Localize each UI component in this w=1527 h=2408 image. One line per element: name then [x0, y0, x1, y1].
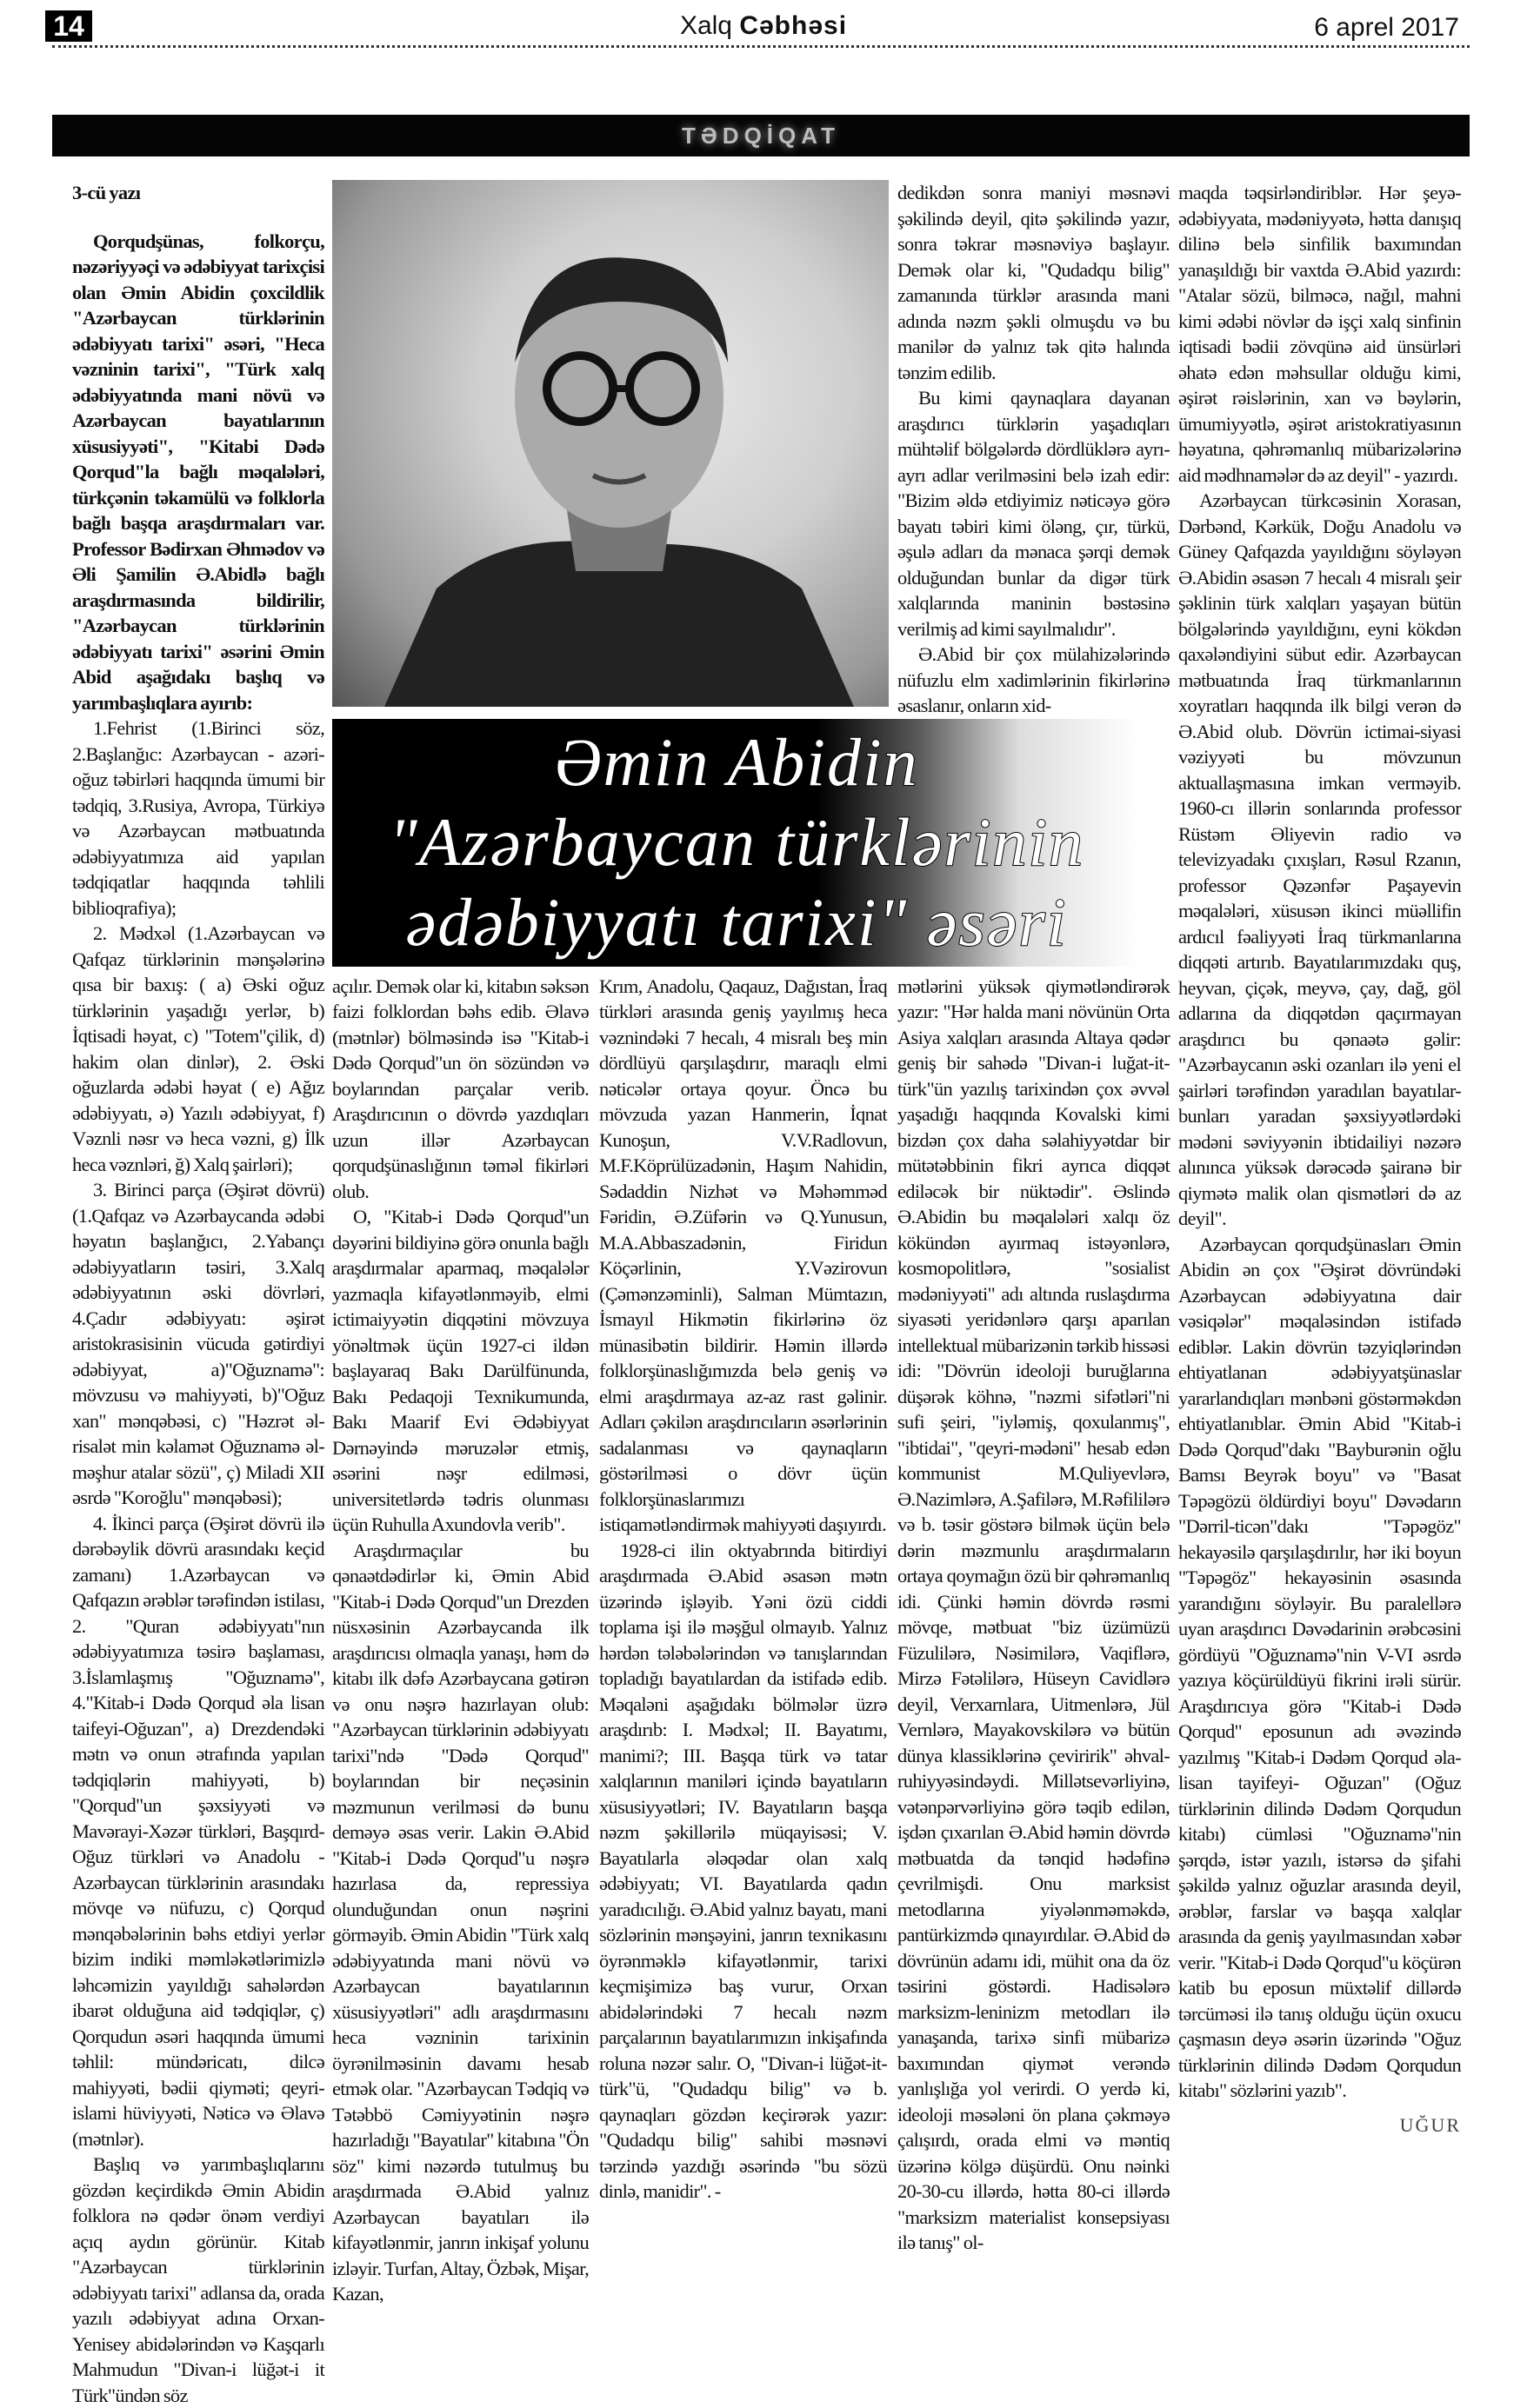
article-column-3 — [599, 974, 887, 2205]
title-part-2: Cəbhəsi — [739, 11, 848, 40]
section-banner — [52, 115, 1470, 156]
paragraph: 1928-ci ilin oktyabrında bitirdiyi araşdırmada Ə.Abid əsasən mətn üzərində işləyib. Yəni özü ciddi toplama işi ilə məşğul olmayıb. Yalnız hərdən tələbələrindən və tanışlarından topladığı bayatılardan da istifadə edib. Məqaləni aşağıdakı bölmələr üzrə araşdırıb: I. Mədxəl; II. Bayatımı, manimi?; III. Başqa türk və tatar xalqlarının maniləri içində bayatıların xüsusiyyətləri; IV. Bayatıların başqa nəzm şəkillərilə müqayisəsi; V. Bayatılarla ələqədar olan xalq ədəbiyyatı; VI. Bayatılarda qadın yaradıcılığı. Ə.Abid yalnız bayatı, mani sözlərinin mənşəyini, janrın texnikasını öyrənməklə kifayətlənmir, tarixi keçmişimizə baş vurur, Orxan abidələrindəki 7 hecalı nəzm parçalarının bayatılarımızın inkişafında roluna nəzər salır. O, "Divan-i lüğət-it-türk"ü, "Qudadqu bilig" və b. qaynaqları gözdən keçirərək yazır: "Qudadqu bilig" sahibi məsnəvi tərzində yazdığı əsərində "bu sözü dinlə, manidir". - — [599, 1539, 887, 2202]
header-divider — [52, 45, 1470, 48]
title-part-1: Xalq — [679, 11, 732, 40]
top-row — [332, 180, 1170, 719]
article-lead: Qorqudşünas, folkorçu, nəzəriyyəçi və ədəbiyyat tarixçisi olan Əmin Abidin çoxcildlik "Azərbaycan türklərinin ədəbiyyatı tarixi" əsəri, "Heca vəzninin tarixi", "Türk xalq ədəbiyyatında mani növü və Azərbaycan bayatılarının xüsusiyyəti", "Kitabi Dədə Qorqud"la bağlı məqalələri, türkçənin təkamülü və folklorla bağlı başqa araşdırmaları var. Professor Bədirxan Əhmədov və Əli Şamilin Ə.Abidlə bağlı araşdırmasında bildirilir, "Azərbaycan türklərinin ədəbiyyatı tarixi" əsərini Əmin Abid aşağıdakı başlıq və yarımbaşlıqlara ayırıb: — [72, 229, 324, 714]
paragraph: mətlərini yüksək qiymətləndirərək yazır: "Hər halda mani növünün Orta Asiya xalqları arasında Altaya qədər geniş bir sahədə "Divan-i luğat-it-türk"ün yazılış tarixindən çox əvvəl yaşadığı haqqında Kovalski kimi bizdən çox daha səlahiyyətdar bir mütətəbbinin fikri ayrıca diqqət ediləcək bir nüktədir". Əslində Ə.Abidin bu məqalələri xalqı öz kökündən ayırmaq istəyənlərə, kosmopolitlərə, "sosialist mədəniyyəti" adı altında ruslaşdırma siyasəti yeridənlərə qarşı aparılan intellektual mübarizənin tərkib hissəsi idi: "Dövrün ideoloji buruğlarına düşərək köhnə, "nəzmi sifətləri"ni sufi şeiri, "iyləmiş, qoxulanmış", "ibtidai", "qeyri-mədəni" hesab edən kommunist M.Quliyevlərə, Ə.Nazimlərə, A.Şafilərə, M.Rəfililərə və b. təsir göstərə bilmək üçün belə dərin məzmunlu araşdırmaların ortaya qoymağın özü bir qəhrəmanlıq idi. Çünki həmin dövrdə rəsmi mövqe, mətbuat "biz üzümüzü Füzulilərə, Nəsimilərə, Vaqiflərə, Mirzə Fətəlilərə, Hüseyn Cavidlərə deyil, Verxarnlara, Uitmenlərə, Jül Vernlərə, Mayakovskilərə və bütün dünya klassiklərinə çeviririk" əhval-ruhiyyəsindəydi. Millətsevərliyinə, vətənpərvərliyinə görə təqib edilən, işdən çıxarılan Ə.Abid həmin dövrdə mətbuatda da tənqid hədəfinə çevrilmişdi. Onu marksist metodlarına yiyələnməməkdə, pantürkizmdə qınayırdılar. Ə.Abid də dövrünün adamı idi, mühit ona da öz təsirini göstərdi. Hadisələrə marksizm-leninizm metodları ilə yanaşanda, tarixə sinfi mübarizə baxımından qiymət verəndə yanlışlığa yol verirdi. O yerdə ki, ideoloji məsələni ön plana çəkməyə çalışırdı, orada elmi və məntiq üzərinə kölgə düşürdü. Onu nəinki 20-30-cu illərdə, hətta 80-ci illərdə "marksizm materialist konsepsiyası ilə tanış" ol- — [897, 975, 1170, 2253]
article-headline — [332, 719, 1141, 967]
center-area — [332, 180, 1170, 2307]
article-column-1 — [72, 180, 324, 2408]
issue-date: 6 aprel 2017 — [1314, 13, 1459, 42]
newspaper-title — [0, 9, 1527, 43]
paragraph: 3. Birinci parça (Əşirət dövrü) (1.Qafqaz və Azərbaycanda ədəbi həyatın başlanğıcı, 2.Yabançı ədəbiyyatların təsiri, 3.Xalq ədəbiyyatının əski dövrləri, 4.Çadır ədəbiyyatı: əşirət aristokrasisinin vücuda gətirdiyi ədəbiyyat, a)"Oğuznamə": mövzusu və mahiyyəti, b)"Oğuz xan" mənqəbəsi, c) "Həzrət əl-risalət min kəlamət Oğuznamə əl-məşhur atalar sözü", ç) Miladi XII əsrdə "Koroğlu" mənqəbəsi); — [72, 1179, 324, 1508]
paragraph: Krım, Anadolu, Qaqauz, Dağıstan, İraq türkləri arasında geniş yayılmış heca vəznindəki 7 hecalı, 4 misralı beş min dördlüyü qarşılaşdırır, maraqlı elmi nəticələr ortaya qoyur. Öncə bu mövzuda yazan Hanmerin, İqnat Kunoşun, V.V.Radlovun, M.F.Köprülüzadənin, Haşım Nahidin, Sədaddin Nizhət və Məhəmməd Fəridin, Ə.Züfərin və Q.Yunusun, M.A.Abbaszadənin, Firidun Köçərlinin, Y.Vəzirovun (Çəmənzəminli), Salman Mümtazın, İsmayıl Hikmətin fikirlərinə öz münasibətin bildirir. Həmin illərdə folklorşünaslığımızda belə geniş və elmi araşdırmaya az-az rast gəlinir. Adları çəkilən araşdırıcıların əsərlərinin sadalanması və qaynaqların göstərilməsi o dövr üçün folklorşünaslarımızı istiqamətləndirmək mahiyyəti daşıyırdı. — [599, 975, 887, 1535]
section-banner-label: TƏDQİQAT — [682, 122, 840, 149]
article-column-4-top — [897, 180, 1170, 719]
page-number: 14 — [45, 10, 92, 42]
portrait-photo — [332, 180, 889, 707]
bottom-row — [332, 974, 1170, 2307]
paragraph: Azərbaycan türkcəsinin Xorasan, Dərbənd, Kərkük, Doğu Anadolu və Güney Qafqazda yayıldığını söyləyən Ə.Abidin əsasən 7 hecalı 4 misralı şeir şəklinin türk xalqları yaşayan bütün bölgələrində yayıldığını, eyni kökdən qaxələndiyini sübut edir. Azərbaycan mətbuatında İraq türkmanlarının xoyratları haqqında ilk bilgi verən də Ə.Abid olub. Dövrün ictimai-siyasi vəziyyəti bu mövzunun aktuallaşmasına imkan verməyib. 1960-cı illərin sonlarında professor Rüstəm Əliyevin radio və televizyadakı çıxışları, Rəsul Rzanın, professor Qəzənfər Paşayevin məqalələri, xüsusən ikinci müəllifin ardıcıl fəaliyyəti İraq türkmanlarına diqqəti artırıb. Bayatılarımızdakı quş, heyvan, çiçək, meyvə, çay, dağ, göl adlarına da diqqətdən qaçırmayan araşdırıcı bu qənaətə gəlir: "Azərbaycanın əski ozanları ilə yeni el şairləri tərəfindən yaradılan bayatılar-bunları yaradan şəxsiyyətlərdəki mədəni səviyyənin ibtidailiyi nəzərə alınınca yüksək dərəcədə şairanə bir qiymətə malik olan qismətləri də az deyil". — [1178, 489, 1461, 1229]
article-column-4-bottom — [897, 974, 1170, 2256]
paragraph: dedikdən sonra maniyi məsnəvi şəkilində deyil, qitə şəkilində yazır, sonra təkrar məsnəviyə başlayır. Demək olar ki, "Qudadqu bilig" zamanında türklər arasında mani adında nəzm şəkli olmuşdu və bu manilər də yalnız tək qitə halında tənzim edilib. — [897, 182, 1170, 383]
paragraph: Bu kimi qaynaqlara dayanan araşdırıcı türklərin yaşadıqları mühtəlif bölgələrdə dördlüklərə ayrı-ayrı adlar verilməsini belə izah edir: "Bizim əldə etdiyimiz nəticəyə görə bayatı təbiri kimi öləng, çır, türkü, əşulə adları da mənaca şərqi demək olduğundan bunlar da digər türk xalqlarında maninin bəstəsinə verilmiş ad kimi sayılmalıdır". — [897, 387, 1170, 640]
paragraph: 1.Fehrist (1.Birinci söz, 2.Başlanğıc: Azərbaycan - azəri-oğuz təbirləri haqqında ümumi bir tədqiq, 3.Rusiya, Avropa, Türkiyə və Azərbaycan mətbuatında ədəbiyyatımıza aid yapılan tədqiqatlar haqqında təhlili biblioqrafiya); — [72, 717, 324, 919]
paragraph: açılır. Demək olar ki, kitabın səksən faizi folklordan bəhs edib. Əlavə (mətnlər) bölməsində isə "Kitab-i Dədə Qorqud"un ön sözündən və boylarından parçalar verib. Araşdırıcının o dövrdə yazdıqları uzun illər Azərbaycan qorqudşünaslığının təməl fikirləri olub. — [332, 975, 589, 1202]
author-signature: UĞUR — [1399, 2113, 1461, 2136]
paragraph: 2. Mədxəl (1.Azərbaycan və Qafqaz türklərinin mənşələrinə qısa bir baxış: ( a) Əski oğuz türklərinin yaşadığı yerlər, b) İqtisadi həyat, c) "Totem"çilik, d) hakim olan dinlər), 2. Əski oğuzlarda ədəbi həyat ( e) Ağız ədəbiyyatı, ə) Yazılı ədəbiyyat, f) Vəznli nəsr və heca vəzni, g) İlk heca vəznləri, ğ) Xalq şairləri); — [72, 922, 324, 1175]
article-kicker: 3-cü yazı — [72, 182, 141, 203]
paragraph: Azərbaycan qorqudşünasları Əmin Abidin ən çox "Əşirət dövründəki Azərbaycan ədəbiyyatına dair vəsiqələr" məqaləsindən istifadə ediblər. Lakin dövrün təzyiqlərindən ehtiyatlanan ədəbiyyatşünaslar yararlandıqları mənbəni göstərməkdən ehtiyatlanıblar. Əmin Abid "Kitab-i Dədə Qorqud"dakı "Bayburənin oğlu Bamsı Beyrək boyu" və "Basat Təpəgözü öldürdiyi boyu" Dəvədarın "Dərril-ticən"dakı "Təpəgöz" hekayəsilə qarşılaşdırılır, hər iki boyun "Təpəgöz" hekayəsinin əsasında yarandığını söyləyir. Bu paralellərə uyan araşdırıcı Dəvədarinin ərəbcəsini gördüyü "Oğuznamə"nin V-VI əsrdə yazıya köçürüldüyü fikrini irəli sürür. Araşdırıcıya görə "Kitab-i Dədə Qorqud" eposunun adı əvəzində yazılmış "Kitab-i Dədəm Qorqud əla-lisan tayifeyi- Oğuzan" (Oğuz türklərinin dilində Dədəm Qorqudun kitabı) cümləsi "Oğuznamə"nin şərqdə, istər yazılı, istərsə də şifahi şəkildə yalnız oğuzlar arasında deyil, ərəblər, farslar və başqa xalqlar arasında da geniş yayılmasından xəbər verir. "Kitab-i Dədə Qorqud"u köçürən katib bu eposun müxtəlif dillərdə tərcüməsi ilə tanış olduğu üçün oxucu çaşmasın deyə əsərin üzərində "Oğuz türklərinin dilində Dədəm Qorqudun kitabı" sözlərini yazıb". — [1178, 1233, 1461, 2101]
paragraph: maqda təqsirləndiriblər. Hər şeyə-ədəbiyyata, mədəniyyətə, hətta danışıq dilinə belə sinfilik baxımından yanaşıldığı bir vaxtda Ə.Abid yazırdı: "Atalar sözü, bilməcə, nağıl, mahni kimi ədəbi növlər də işçi xalq sinfinin iqtisadi bədii zövqünə aid ünsürləri əhatə edən məhsullar olduğu kimi, əşirət rəislərinin, xan və bəylərin, ümumiyyətlə, əşirət aristokratiyasının həyatına, qəhrəmanlıq mübarizələrinə aid mədhnamələr də az deyil" - yazırdı. — [1178, 182, 1461, 486]
headline-line: ədəbiyyatı tarixi" əsəri — [405, 883, 1068, 960]
paragraph: Başlıq və yarımbaşlıqlarını gözdən keçirdikdə Əmin Abidin folklora nə qədər önəm verdiyi açıq aydın görünür. Kitab "Azərbaycan türklərinin ədəbiyyatı tarixi" adlansa da, orada yazılı ədəbiyyat adına Orxan-Yenisey abidələrindən və Kaşqarlı Mahmudun "Divan-i lüğət-i it Türk"ündən söz — [72, 2153, 324, 2406]
portrait-photo-icon — [332, 180, 889, 707]
paragraph: Araşdırmaçılar bu qənaətdədirlər ki, Əmin Abid "Kitab-i Dədə Qorqud"un Drezden nüsxəsinin Azərbaycanda ilk araşdırıcısı olmaqla yanaşı, həm də kitabı ilk dəfə Azərbaycana gətirən və onu nəşrə hazırlayan olub: "Azərbaycan türklərinin ədəbiyyatı tarixi"ndə "Dədə Qorqud" boylarından bir neçəsinin məzmunun verilməsi də bunu deməyə əsas verir. Lakin Ə.Abid "Kitab-i Dədə Qorqud"u nəşrə hazırlasa da, repressiya olunduğundan onun nəşrini görməyib. Əmin Abidin "Türk xalq ədəbiyyatında mani növü və Azərbaycan bayatılarının xüsusiyyətləri" adlı araşdırmasını heca vəzninin tarixinin öyrənilməsinin davamı hesab etmək olar. "Azərbaycan Tədqiq və Tətəbbö Cəmiyyətinin nəşrə hazırladığı "Bayatılar" kitabına "Ön söz" kimi nəzərdə tutulmuş bu araşdırmada Ə.Abid yalnız Azərbaycan bayatıları ilə kifayətlənmir, janrın inkişaf yolunu izləyir. Turfan, Altay, Özbək, Mişar, Kazan, — [332, 1539, 589, 2305]
article-column-5 — [1178, 180, 1461, 2138]
paragraph: O, "Kitab-i Dədə Qorqud"un dəyərini bildiyinə görə onunla bağlı araşdırmalar aparmaq, məqalələr yazmaqla kifayətlənməyib, elmi ictimaiyyətin diqqətini mövzuya yönəltmək üçün 1927-ci ildən başlayaraq Bakı Darülfünunda, Bakı Pedaqoji Texnikumunda, Bakı Maarif Evi Ədəbiyyat Dərnəyində məruzələr etmiş, əsərini nəşr edilməsi, universitetlərdə tədris olunması üçün Ruhulla Axundovla verib". — [332, 1206, 589, 1535]
paragraph: Ə.Abid bir çox mülahizələrində nüfuzlu elm xadimlərinin fikirlərinə əsaslanır, onların xid- — [897, 643, 1170, 716]
headline-line: Əmin Abidin — [554, 723, 919, 800]
paragraph: 4. İkinci parça (Əşirət dövrü ilə dərəbəylik dövrü arasındakı keçid zamanı) 1.Azərbaycan və Qafqazın ərəblər tərəfindən istilası, 2. "Quran ədəbiyyatı"nın ədəbiyyatımıza təsirə başlaması, 3.İslamlaşmış "Oğuznamə", 4."Kitab-i Dədə Qorqud əla lisan taifeyi-Oğuzan", a) Drezdendəki mətn və onun ətrafında yapılan tədqiqlərin mahiyyəti, b) "Qorqud"un şəxsiyyəti və Mavərayi-Xəzər türkləri, Başqırd-Oğuz türkləri və Anadolu - Azərbaycan türklərinin arasındakı mövqe və nüfuzu, c) Qorqud mənqəbələrinin bəhs etdiyi yerlər bizim indiki məmləkətlərimizlə ləhcəmizin yayıldığı sahələrdən ibarət olduğuna aid tədqiqlər, ç) Qorqudun əsəri haqqında ümumi təhlil: mündəricatı, dilcə mahiyyəti, bədii qiyməti; qeyri-islami hüviyyəti, Nəticə və Əlavə (mətnlər). — [72, 1512, 324, 2150]
article-column-2 — [332, 974, 589, 2307]
headline-line: "Azərbaycan türklərinin — [388, 803, 1085, 880]
